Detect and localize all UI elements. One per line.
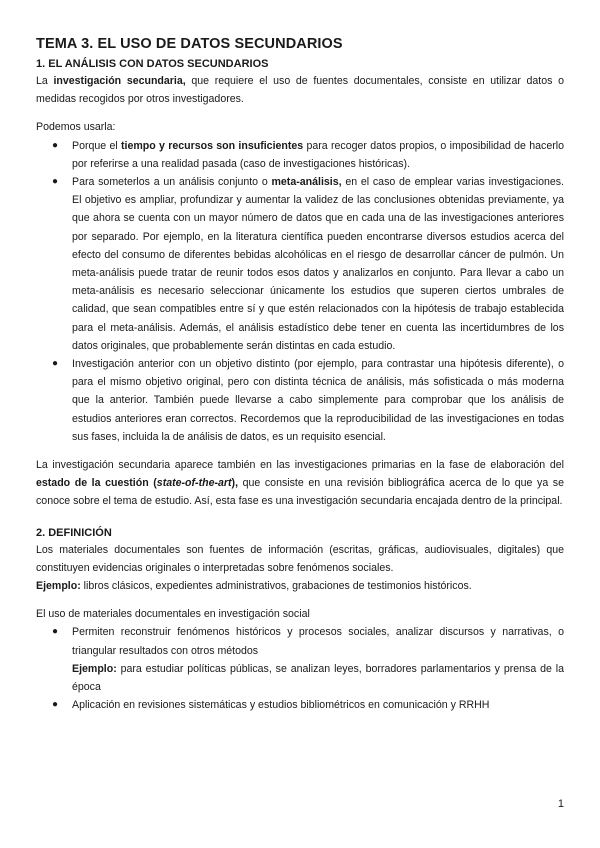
bold-term (36, 477, 238, 489)
materials-list (36, 623, 564, 714)
paragraph-example (36, 577, 564, 595)
text: para recoger datos propios, o imposibilidad de hacerlo por referirse a una realidad pasada (caso de investigaciones históricas). (72, 139, 564, 170)
section-2-heading: 2. DEFINICIÓN (36, 526, 112, 539)
text: La investigación secundaria aparece también en las investigaciones primarias en la fase de elaboración del (36, 459, 564, 472)
bullet-icon: ● (52, 626, 59, 638)
bullet-icon: ● (52, 358, 59, 370)
list-item (52, 355, 564, 446)
document-page (36, 36, 564, 715)
text: La (36, 75, 54, 87)
paragraph-intro: Podemos usarla: (36, 121, 116, 134)
text: Aplicación en revisiones sistemáticas y estudios bibliométricos en comunicación y RRHH (72, 699, 490, 712)
bullet-icon: ● (52, 699, 59, 711)
uses-list (36, 137, 564, 446)
text: libros clásicos, expedientes administrativos, grabaciones de testimonios históricos. (80, 580, 472, 593)
list-item-example (72, 660, 564, 696)
text: en el caso de emplear varias investigaciones. El objetivo es ampliar, profundizar y aumentar la validez de las conclusiones obtenidas previamente, ya que ahora se cuenta con un mayor número de datos que en cada una de las investigaciones anteriores por separado. Por ejemplo, en la literatura científica pueden encontrarse diversos estudios acerca del efecto del consumo de diferentes bebidas alcohólicas en el riesgo de desarrollar cáncer de pulmón. Un meta-análisis puede tratar de reunir todos esos datos y analizarlos en conjunto. Para llevar a cabo un meta-análisis es necesario seleccionar únicamente los estudios que superen ciertos umbrales de calidad, que sean compatibles entre sí y que estén relacionados con la hipótesis de trabajo establecida para el meta-análisis. Además, el análisis estadístico debe tener en cuenta las incertidumbres de los datos originales, que probablemente serán distintas en cada estudio. (72, 176, 564, 352)
page-number: 1 (557, 798, 564, 810)
text: ), (231, 477, 239, 490)
text: Para someterlos a un análisis conjunto o (72, 176, 272, 189)
text: para estudiar políticas públicas, se analizan leyes, borradores parlamentarios y prensa de la época (72, 662, 564, 694)
text: que requiere el uso de fuentes documentales, consiste en utilizar datos o medidas recogidos por otros investigadores. (36, 75, 564, 106)
example-label: Ejemplo: (36, 580, 81, 593)
bold-term: meta-análisis, (271, 176, 342, 189)
section-1-heading: 1. EL ANÁLISIS CON DATOS SECUNDARIOS (36, 58, 269, 70)
list-item (52, 696, 564, 714)
bold-term: tiempo y recursos son insuficientes (121, 139, 304, 152)
text: que consiste en una revisión bibliográfica acerca de lo que ya se conoce sobre el tema de estudio. Así, esta fase es una investigación secundaria encajada dentro de la principal. (36, 477, 564, 508)
paragraph-definition-2: Los materiales documentales son fuentes de información (escritas, gráficas, audiovisuales, digitales) que constituyen evidencias originales o interpretadas sobre fenómenos sociales. (36, 543, 564, 574)
paragraph-definition (36, 72, 564, 108)
paragraph-state-of-art (36, 456, 564, 511)
list-item (52, 173, 564, 355)
text: Porque el (72, 139, 122, 152)
bold-term: investigación secundaria, (53, 75, 186, 87)
text: Investigación anterior con un objetivo distinto (por ejemplo, para contrastar una hipótesis diferente), o para el mismo objetivo original, pero con distinta técnica de análisis, más sofisticada o más moderna que la anterior. También puede llevarse a cabo simplemente para comprobar que los análisis de estudios anteriores eran correctos. Recordemos que la reproducibilidad de las investigaciones en todas sus fases, incluida la de análisis de datos, es un requisito esencial. (72, 358, 564, 443)
document-title: TEMA 3. EL USO DE DATOS SECUNDARIOS (36, 36, 343, 52)
text: estado de la cuestión ( (36, 477, 157, 490)
list-item (52, 137, 564, 173)
bullet-icon: ● (52, 139, 59, 151)
example-label: Ejemplo: (72, 662, 117, 675)
paragraph-use: El uso de materiales documentales en investigación social (36, 608, 310, 621)
list-item (52, 623, 564, 659)
italic-term: state-of-the-art (156, 477, 232, 490)
text: Permiten reconstruir fenómenos históricos y procesos sociales, analizar discursos y narrativas, o triangular resultados con otros métodos (72, 626, 564, 657)
bullet-icon: ● (52, 176, 59, 188)
